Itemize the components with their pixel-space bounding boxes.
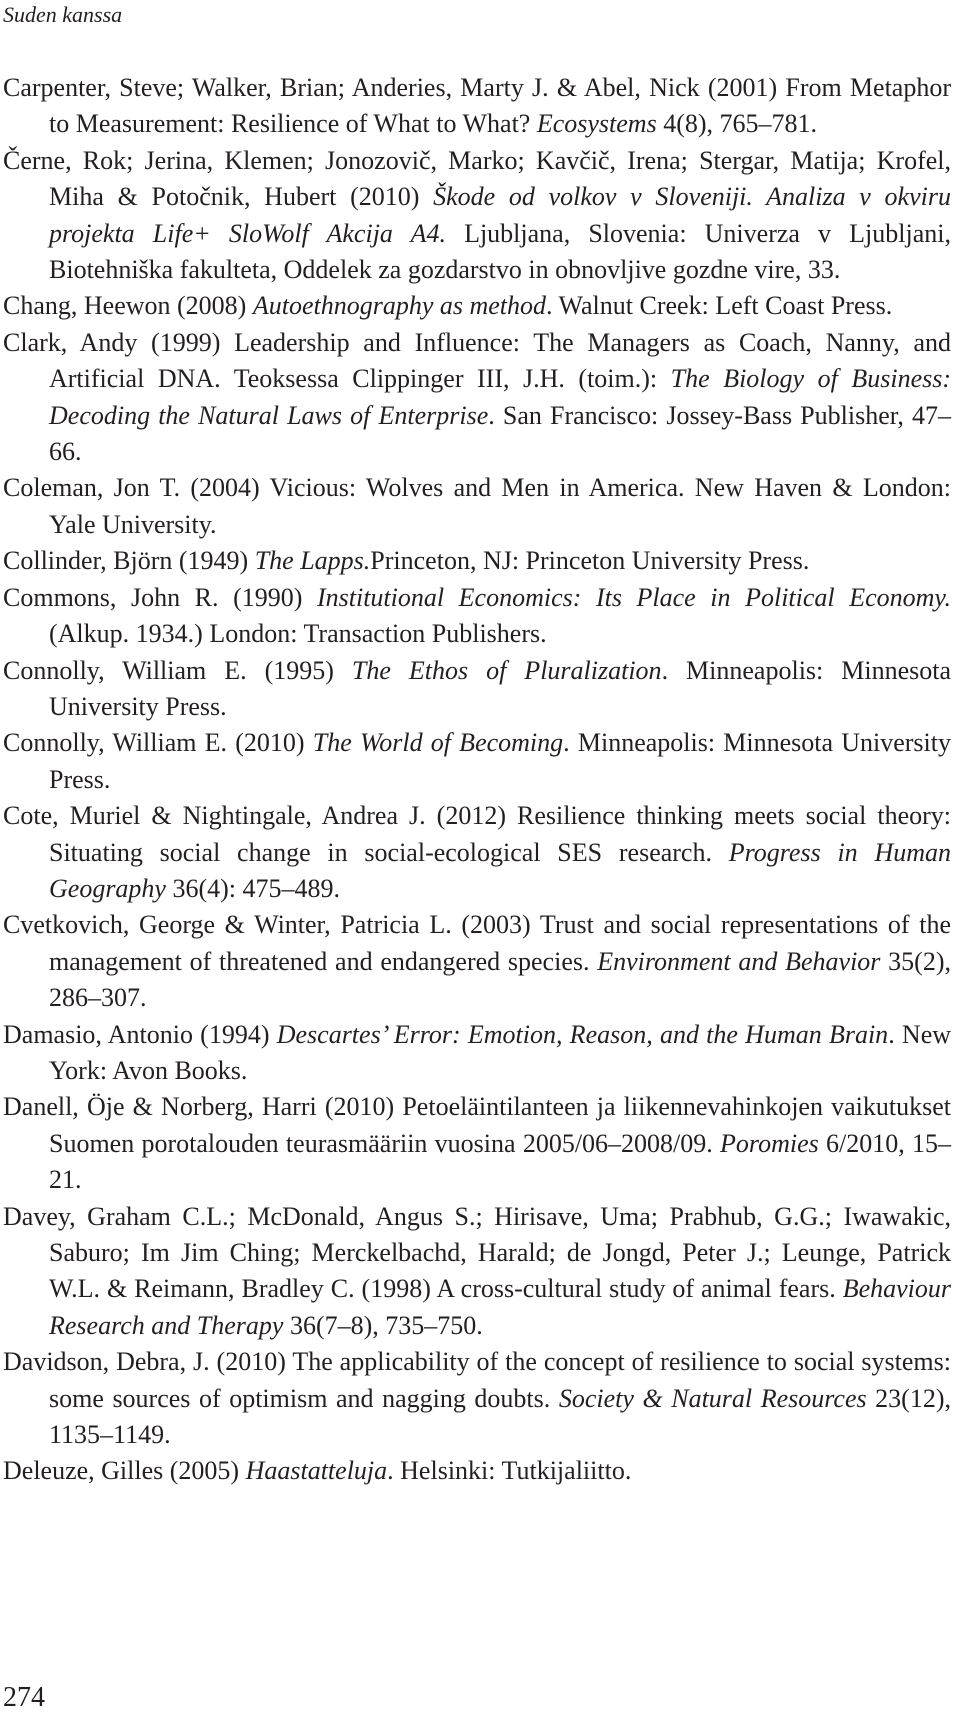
bibliography-entry [3,725,951,798]
entry-text: Coleman, Jon T. (2004) Vicious: Wolves and Men in America. New Haven & London: Yale University. [3,473,951,539]
entry-text: Chang, Heewon (2008) [3,291,253,321]
bibliography-entry [3,653,951,726]
bibliography-entry [3,1344,951,1453]
entry-title-italic: Behaviour Research and Therapy [49,1274,951,1340]
bibliography-list [3,70,951,1490]
entry-title-italic: Institutional Economics: Its Place in Political Economy. [316,582,951,612]
entry-text: . Helsinki: Tutkijaliitto. [387,1456,632,1486]
entry-title-italic: Environment and Behavior [597,946,881,976]
entry-title-italic: Škode od volkov v Sloveniji. Analiza v okviru projekta Life+ SloWolf Akcija A4. [49,182,951,248]
entry-text: Deleuze, Gilles (2005) [3,1456,246,1486]
bibliography-entry [3,1199,951,1345]
entry-text: Davidson, Debra, J. (2010) The applicability of the concept of resilience to social systems: some sources of optimism and nagging doubts. [3,1347,951,1413]
entry-title-italic: Poromies [720,1128,819,1158]
bibliography-entry [3,1089,951,1198]
entry-title-italic: The Biology of Business: Decoding the Natural Laws of Enterprise [49,364,951,430]
entry-text: 36(7–8), 735–750. [283,1310,483,1340]
bibliography-entry [3,580,951,653]
entry-text: Connolly, William E. (1995) [3,655,352,685]
bibliography-entry [3,70,951,143]
bibliography-entry [3,143,951,289]
entry-title-italic: Progress in Human Geography [49,837,951,903]
entry-title-italic: The Lapps. [254,546,371,576]
entry-text: Ljubljana, Slovenia: Univerza v Ljubljani, Biotehniška fakulteta, Oddelek za gozdarstvo in obnovljive gozdne vire, 33. [49,218,951,285]
bibliography-entry [3,1017,951,1090]
entry-text: 6/2010, 15–21. [49,1128,951,1195]
bibliography-entry [3,798,951,907]
entry-text: Černe, Rok; Jerina, Klemen; Jonozovič, Marko; Kavčič, Irena; Stergar, Matija; Krofel, Miha & Potočnik, Hubert (2010) [3,145,951,212]
entry-text: Cote, Muriel & Nightingale, Andrea J. (2012) Resilience thinking meets social theory: Situating social change in social-ecological SES research. [3,801,951,867]
bibliography-entry [3,470,951,543]
entry-text: Connolly, William E. (2010) [3,728,313,758]
entry-text: . Walnut Creek: Left Coast Press. [546,291,893,321]
running-header: Suden kanssa [3,2,123,27]
entry-title-italic: Ecosystems [536,109,657,139]
entry-text: Danell, Öje & Norberg, Harri (2010) Petoeläintilanteen ja liikennevahinkojen vaikutukset Suomen porotalouden teurasmääriin vuosina 2005/06–2008/09. [3,1092,951,1158]
bibliography-entry [3,325,951,471]
entry-title-italic: Haastatteluja [245,1456,388,1486]
entry-text: Princeton, NJ: Princeton University Press. [370,546,810,576]
entry-text: Davey, Graham C.L.; McDonald, Angus S.; Hirisave, Uma; Prabhub, G.G.; Iwawakic, Saburo; Im Jim Ching; Merckelbachd, Harald; de Jongd, Peter J.; Leunge, Patrick W.L. & Reimann, Bradley C. (1998) A cross-cultural study of animal fears. [3,1201,951,1304]
entry-text: 23(12), 1135–1149. [49,1383,951,1450]
bibliography-entry [3,907,951,1016]
entry-text: . San Francisco: Jossey-Bass Publisher, 47–66. [49,400,951,467]
entry-title-italic: The World of Becoming [312,728,564,758]
entry-text: 35(2), 286–307. [49,946,951,1013]
entry-text: Commons, John R. (1990) [3,582,317,612]
entry-text: 36(4): 475–489. [165,873,341,903]
entry-title-italic: Autoethnography as method [252,291,547,321]
entry-text: 4(8), 765–781. [656,109,818,139]
entry-text: . Minneapolis: Minnesota University Press. [49,655,951,721]
entry-title-italic: The Ethos of Pluralization [351,655,662,685]
bibliography-entry [3,288,951,324]
bibliography-entry [3,543,951,579]
entry-text: Clark, Andy (1999) Leadership and Influence: The Managers as Coach, Nanny, and Artificial DNA. Teoksessa Clippinger III, J.H. (toim.): [3,327,951,394]
entry-text: Collinder, Björn (1949) [3,546,255,576]
entry-text: . New York: Avon Books. [49,1019,952,1085]
entry-text: Damasio, Antonio (1994) [3,1019,277,1049]
entry-title-italic: Society & Natural Resources [558,1383,867,1413]
entry-text: . Minneapolis: Minnesota University Press. [49,728,951,794]
entry-title-italic: Descartes’ Error: Emotion, Reason, and the Human Brain [276,1019,889,1049]
entry-text: (Alkup. 1934.) London: Transaction Publishers. [49,619,547,649]
page-number: 274 [3,1682,45,1713]
bibliography-entry [3,1453,951,1489]
entry-text: Carpenter, Steve; Walker, Brian; Anderies, Marty J. & Abel, Nick (2001) From Metaphor to Measurement: Resilience of What to What? [3,73,951,139]
entry-text: Cvetkovich, George & Winter, Patricia L. (2003) Trust and social representations of the management of threatened and endangered species. [3,910,951,976]
